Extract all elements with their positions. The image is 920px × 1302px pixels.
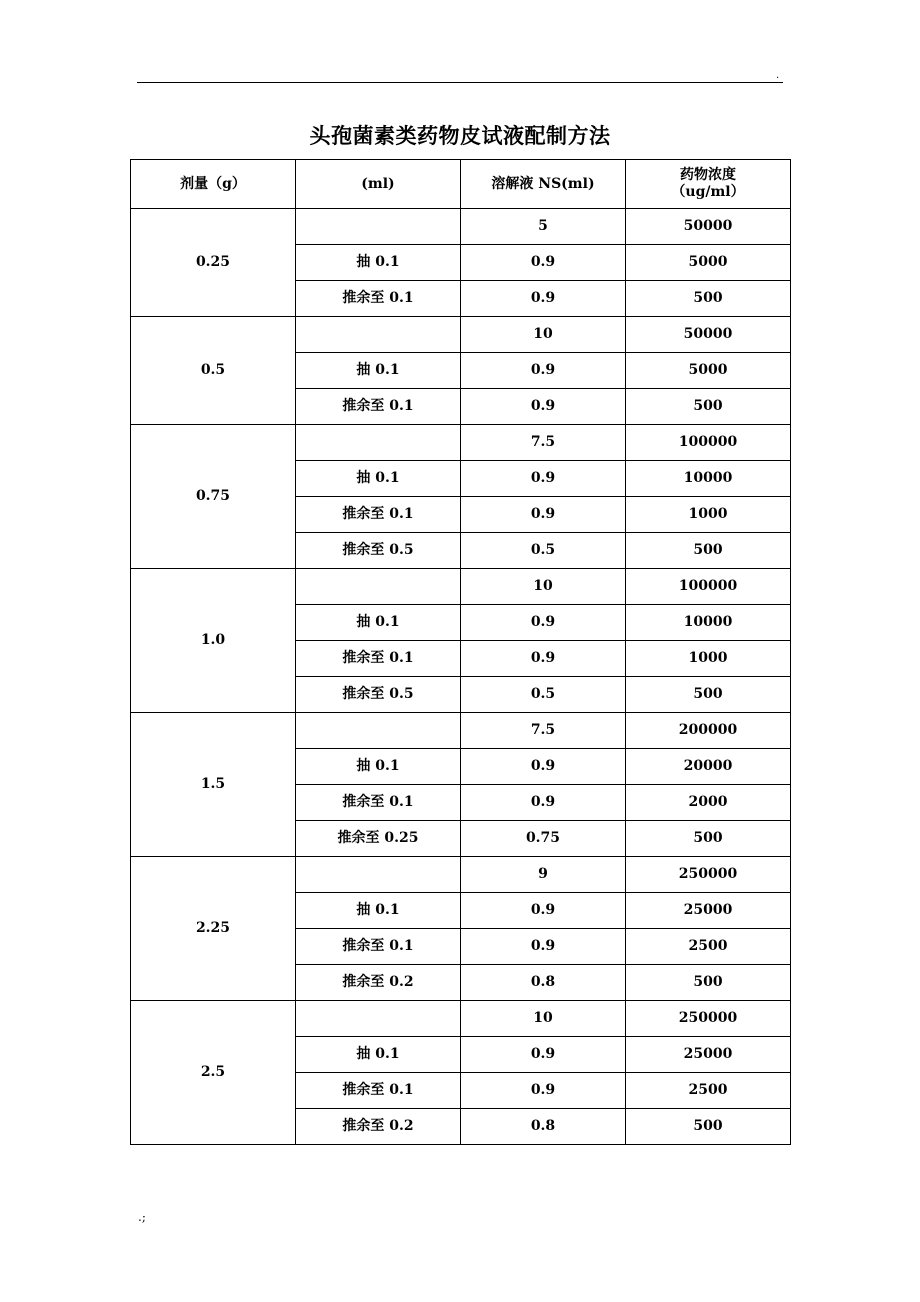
- solvent-cell: 0.9: [461, 497, 626, 533]
- table-row: [131, 317, 791, 353]
- step-cell: [296, 569, 461, 605]
- step-cell: 推余至 0.1: [296, 389, 461, 425]
- table-row: [131, 713, 791, 749]
- concentration-cell: 500: [626, 677, 791, 713]
- solvent-cell: 7.5: [461, 425, 626, 461]
- concentration-cell: 250000: [626, 1001, 791, 1037]
- step-cell: 抽 0.1: [296, 1037, 461, 1073]
- concentration-cell: 100000: [626, 569, 791, 605]
- step-cell: 抽 0.1: [296, 749, 461, 785]
- dilution-table: [130, 159, 791, 1145]
- solvent-cell: 0.5: [461, 533, 626, 569]
- step-cell: [296, 425, 461, 461]
- header-solvent: 溶解液 NS(ml): [461, 160, 626, 209]
- dose-cell: 0.5: [131, 317, 296, 425]
- table-row: [131, 209, 791, 245]
- step-cell: 推余至 0.1: [296, 1073, 461, 1109]
- concentration-cell: 500: [626, 965, 791, 1001]
- concentration-cell: 500: [626, 1109, 791, 1145]
- step-cell: 推余至 0.1: [296, 281, 461, 317]
- concentration-cell: 25000: [626, 893, 791, 929]
- solvent-cell: 0.9: [461, 1037, 626, 1073]
- table-body: [131, 209, 791, 1145]
- concentration-cell: 500: [626, 821, 791, 857]
- solvent-cell: 0.5: [461, 677, 626, 713]
- concentration-cell: 50000: [626, 209, 791, 245]
- concentration-cell: 1000: [626, 497, 791, 533]
- step-cell: 抽 0.1: [296, 893, 461, 929]
- concentration-cell: 250000: [626, 857, 791, 893]
- header-rule: [137, 82, 783, 83]
- header-concentration-label: 药物浓度: [680, 167, 736, 183]
- concentration-cell: 100000: [626, 425, 791, 461]
- step-cell: 抽 0.1: [296, 605, 461, 641]
- solvent-cell: 0.9: [461, 641, 626, 677]
- solvent-cell: 0.9: [461, 1073, 626, 1109]
- dose-cell: 1.0: [131, 569, 296, 713]
- step-cell: 抽 0.1: [296, 245, 461, 281]
- solvent-cell: 0.8: [461, 965, 626, 1001]
- dose-cell: 0.25: [131, 209, 296, 317]
- table-header-row: [131, 160, 791, 209]
- dose-cell: 2.5: [131, 1001, 296, 1145]
- header-mark: .: [776, 70, 780, 81]
- concentration-cell: 2500: [626, 929, 791, 965]
- solvent-cell: 10: [461, 317, 626, 353]
- dose-cell: 1.5: [131, 713, 296, 857]
- solvent-cell: 0.75: [461, 821, 626, 857]
- concentration-cell: 5000: [626, 245, 791, 281]
- solvent-cell: 0.9: [461, 605, 626, 641]
- concentration-cell: 500: [626, 281, 791, 317]
- step-cell: 推余至 0.2: [296, 965, 461, 1001]
- solvent-cell: 0.8: [461, 1109, 626, 1145]
- solvent-cell: 0.9: [461, 929, 626, 965]
- step-cell: 推余至 0.1: [296, 929, 461, 965]
- dose-cell: 0.75: [131, 425, 296, 569]
- step-cell: [296, 317, 461, 353]
- step-cell: [296, 209, 461, 245]
- header-concentration: [626, 160, 791, 209]
- concentration-cell: 10000: [626, 605, 791, 641]
- solvent-cell: 0.9: [461, 461, 626, 497]
- solvent-cell: 9: [461, 857, 626, 893]
- footer-mark: .;: [138, 1210, 146, 1224]
- step-cell: 推余至 0.25: [296, 821, 461, 857]
- step-cell: [296, 1001, 461, 1037]
- solvent-cell: 0.9: [461, 353, 626, 389]
- step-cell: [296, 857, 461, 893]
- header-concentration-unit: （ug/ml）: [671, 184, 745, 200]
- page-title: 头孢菌素类药物皮试液配制方法: [309, 123, 611, 148]
- step-cell: 推余至 0.2: [296, 1109, 461, 1145]
- step-cell: 推余至 0.5: [296, 533, 461, 569]
- table-row: [131, 1001, 791, 1037]
- header-dose: 剂量（g）: [131, 160, 296, 209]
- step-cell: 推余至 0.5: [296, 677, 461, 713]
- step-cell: 推余至 0.1: [296, 497, 461, 533]
- solvent-cell: 5: [461, 209, 626, 245]
- step-cell: 抽 0.1: [296, 461, 461, 497]
- table-row: [131, 857, 791, 893]
- step-cell: [296, 713, 461, 749]
- table-row: [131, 569, 791, 605]
- solvent-cell: 7.5: [461, 713, 626, 749]
- concentration-cell: 25000: [626, 1037, 791, 1073]
- concentration-cell: 50000: [626, 317, 791, 353]
- dose-cell: 2.25: [131, 857, 296, 1001]
- concentration-cell: 20000: [626, 749, 791, 785]
- concentration-cell: 2500: [626, 1073, 791, 1109]
- solvent-cell: 0.9: [461, 893, 626, 929]
- table-row: [131, 425, 791, 461]
- concentration-cell: 10000: [626, 461, 791, 497]
- concentration-cell: 1000: [626, 641, 791, 677]
- solvent-cell: 0.9: [461, 281, 626, 317]
- solvent-cell: 0.9: [461, 785, 626, 821]
- concentration-cell: 500: [626, 533, 791, 569]
- step-cell: 推余至 0.1: [296, 785, 461, 821]
- concentration-cell: 500: [626, 389, 791, 425]
- solvent-cell: 0.9: [461, 389, 626, 425]
- concentration-cell: 5000: [626, 353, 791, 389]
- step-cell: 抽 0.1: [296, 353, 461, 389]
- solvent-cell: 10: [461, 1001, 626, 1037]
- solvent-cell: 0.9: [461, 749, 626, 785]
- step-cell: 推余至 0.1: [296, 641, 461, 677]
- solvent-cell: 0.9: [461, 245, 626, 281]
- concentration-cell: 2000: [626, 785, 791, 821]
- header-volume: (ml): [296, 160, 461, 209]
- solvent-cell: 10: [461, 569, 626, 605]
- concentration-cell: 200000: [626, 713, 791, 749]
